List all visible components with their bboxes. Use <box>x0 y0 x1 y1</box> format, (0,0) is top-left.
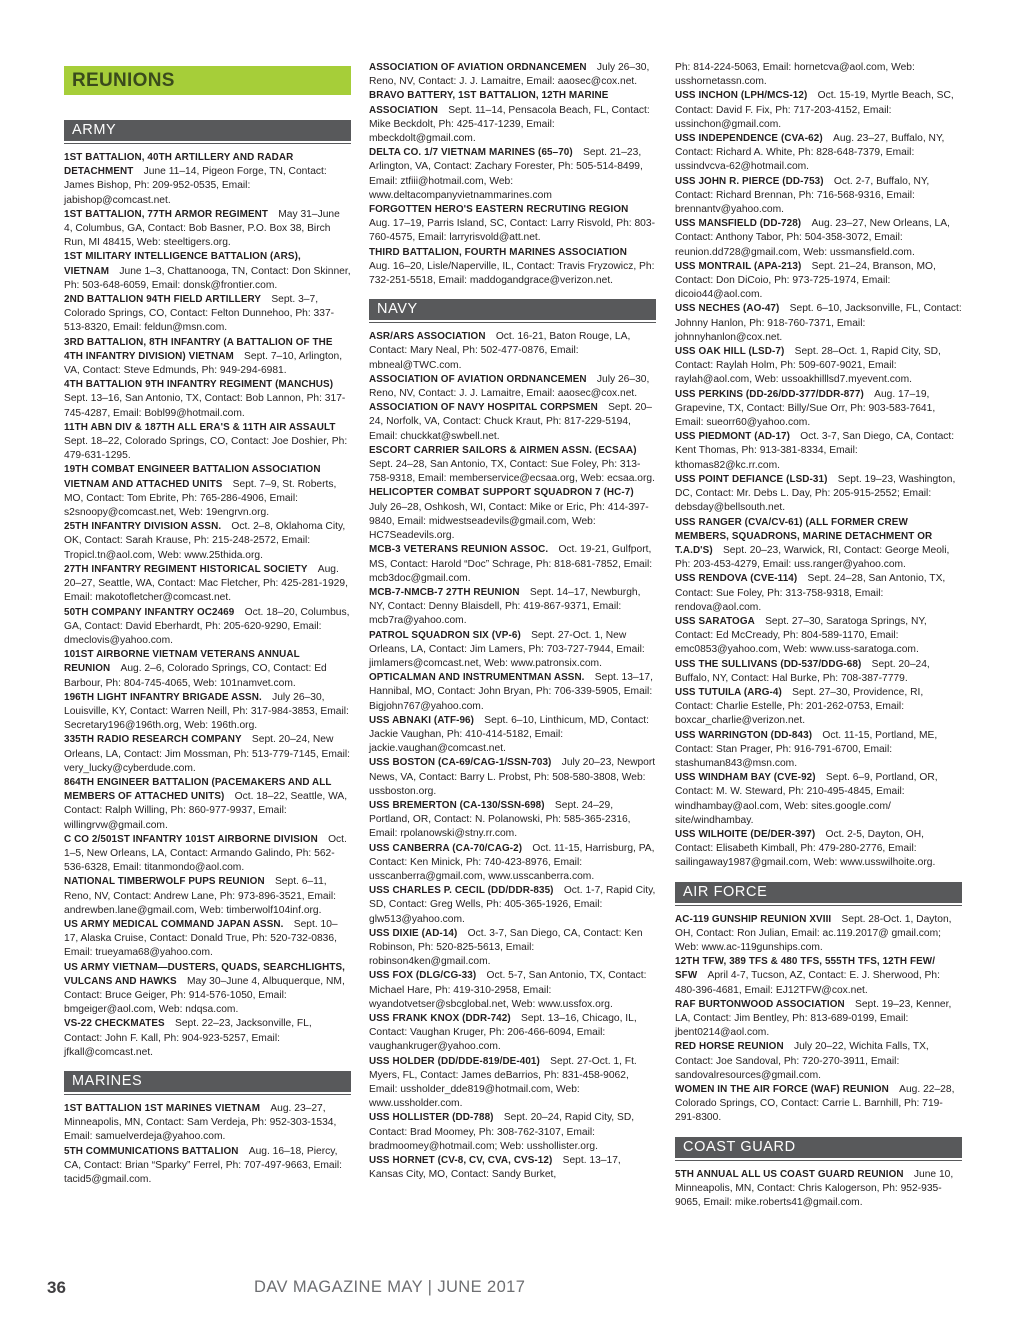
reunion-name: 335TH RADIO RESEARCH COMPANY <box>64 734 242 746</box>
reunion-name: USS BOSTON (CA-69/CAG-1/SSN-703) <box>369 757 552 769</box>
reunion-name: USS HOLDER (DD/DDE-819/DE-401) <box>369 1055 540 1067</box>
reunion-entry <box>64 378 351 421</box>
reunion-entry <box>675 955 962 998</box>
reunion-name: AC-119 GUNSHIP REUNION XVIII <box>675 913 832 925</box>
reunion-details: Sept. 21–23, Arlington, VA, Contact: Zachary Forester, Ph: 505-514-8499, Email: ztfiii@hotmail.com, Web: www.deltacompanyvietnammarines.com <box>369 147 643 201</box>
reunion-details: Aug. 22–28, Colorado Springs, CO, Contact: Carrie L. Barnhill, Ph: 719-291-8300. <box>675 1084 955 1124</box>
reunion-details: Sept. 20–24, Norfolk, VA, Contact: Chuck Kraut, Ph: 817-229-5194, Email: chuckkat@swbell.net. <box>369 402 652 442</box>
reunion-details: Oct. 18–20, Columbus, GA, Contact: David Eberhardt, Ph: 205-620-9290, Email: dmeclovis@yahoo.com. <box>64 606 350 646</box>
reunion-name: USS THE SULLIVANS (DD-537/DDG-68) <box>675 658 862 670</box>
reunion-entry <box>64 463 351 520</box>
reunion-details: Sept. 14–17, Newburgh, NY, Contact: Denny Blaisdell, Ph: 419-867-9371, Email: mcb7ra@yahoo.com. <box>369 586 641 627</box>
reunion-entry <box>675 729 962 772</box>
reunion-name: 3RD BATTALION, 8TH INFANTRY (A BATTALION OF THE 4TH INFANTRY DIVISION) VIETNAM <box>64 336 333 362</box>
reunion-entry <box>675 260 962 303</box>
reunion-entry <box>64 1017 351 1060</box>
reunion-entry <box>675 61 962 89</box>
reunion-name: USS FOX (DLG/CG-33) <box>369 970 477 982</box>
reunion-details: Sept. 19–23, Kenner, LA, Contact: Jim Bentley, Ph: 813-689-0199, Email: jbent0214@aol.com. <box>675 998 952 1039</box>
reunion-details: Sept. 10–17, Alaska Cruise, Contact: Donald True, Ph: 520-732-0836, Email: trueyama68@yahoo.com. <box>64 918 338 959</box>
reunion-name: USS ABNAKI (ATF-96) <box>369 714 475 726</box>
reunion-details: June 1–3, Chattanooga, TN, Contact: Don Skinner, Ph: 503-648-6059, Email: donsk@frontier.com. <box>64 265 351 291</box>
reunion-details: Aug. 23–27, New Orleans, LA, Contact: Anthony Tabor, Ph: 504-358-3072, Email: reunion.dd728@gmail.com, Web: ussmansfield.com. <box>675 218 950 258</box>
reunion-details: Aug. 23–27, Minneapolis, MN, Contact: Sam Verdeja, Ph: 952-303-1534, Email: samuelverdeja@yahoo.com. <box>64 1103 337 1143</box>
reunion-name: USS HORNET (CV-8, CV, CVA, CVS-12) <box>369 1155 553 1167</box>
reunion-name: VS-22 CHECKMATES <box>64 1018 165 1030</box>
reunion-entry <box>64 336 351 379</box>
reunion-details: Sept. 28-Oct. 1, Dayton, OH, Contact: Ron Julian, Email: ac.119.2017@ gmail.com; Web: www.ac-119gunships.com. <box>675 913 952 953</box>
reunion-details: Sept. 6–10, Linthicum, MD, Contact: Jackie Vaughan, Ph: 410-414-5182, Email: jackie.vaughan@comcast.net. <box>369 714 649 755</box>
reunion-entry <box>64 520 351 563</box>
reunion-details: July 20–22, Wichita Falls, TX, Contact: Joe Sandoval, Ph: 720-270-3911, Email: sandovalresources@gmail.com. <box>675 1041 929 1081</box>
reunion-name: 27TH INFANTRY REGIMENT HISTORICAL SOCIETY <box>64 563 308 575</box>
reunion-name: 12TH TFW, 389 TFS & 480 TFS, 555TH TFS, 12TH FEW/ SFW <box>675 956 936 982</box>
reunion-name: RAF BURTONWOOD ASSOCIATION <box>675 998 845 1010</box>
page-number: 36 <box>47 1278 66 1297</box>
reunion-details: July 26–30, Louisville, KY, Contact: Warren Neill, Ph: 317-984-3853, Email: Secretary196@196th.org, Web: 196th.org. <box>64 691 349 732</box>
reunion-entry <box>675 615 962 658</box>
reunion-details: Sept. 13–17, Hannibal, MO, Contact: John Bryan, Ph: 706-339-5905, Email: Bigjohn767@yahoo.com. <box>369 672 653 712</box>
reunion-entry <box>675 828 962 871</box>
reunion-entry <box>675 913 962 956</box>
reunion-details: Sept. 24–28, San Antonio, TX, Contact: Sue Foley, Ph: 313-758-9318, Email: memberservice@ecsaa.org, Web: ecsaa.org. <box>369 459 655 485</box>
reunion-details: Aug. 17–19, Grapevine, TX, Contact: Billy/Sue Orr, Ph: 903-583-7641, Email: sueorr60@yahoo.com. <box>675 388 936 429</box>
reunion-name: 1ST MILITARY INTELLIGENCE BATTALION (ARS), VIETNAM <box>64 251 301 277</box>
section-spacer <box>64 109 351 120</box>
reunion-details: Sept. 24–29, Portland, OR, Contact: N. Polanowski, Ph: 585-365-2316, Email: rpolanowski@stny.rr.com. <box>369 799 631 840</box>
section-spacer <box>64 1060 351 1071</box>
reunion-name: USS INDEPENDENCE (CVA-62) <box>675 133 823 145</box>
reunion-name: 5TH ANNUAL ALL US COAST GUARD REUNION <box>675 1168 904 1180</box>
reunion-entry <box>64 1102 351 1145</box>
reunion-details: Aug. 16–18, Piercy, CA, Contact: Brian “Sparky” Ferrel, Ph: 707-497-9663, Email: tacid5@gmail.com. <box>64 1145 343 1186</box>
column-1 <box>64 60 351 1187</box>
reunion-entry <box>64 606 351 649</box>
reunion-details: Sept. 18–22, Colorado Springs, CO, Contact: Joe Doshier, Ph: 479-631-1295. <box>64 436 348 462</box>
reunion-name: US ARMY MEDICAL COMMAND JAPAN ASSN. <box>64 918 284 930</box>
reunion-entry <box>675 345 962 388</box>
reunion-details: Sept. 24–28, San Antonio, TX, Contact: Sue Foley, Ph: 313-758-9318, Email: rendova@aol.com. <box>675 573 946 613</box>
section-header-army: ARMY <box>64 120 351 141</box>
reunion-entry <box>369 330 656 373</box>
reunion-name: ASSOCIATION OF AVIATION ORDNANCEMEN <box>369 62 587 73</box>
reunion-name: FORGOTTEN HERO'S EASTERN RECRUTING REGION <box>369 204 629 216</box>
reunion-entry <box>369 401 656 444</box>
reunion-entry <box>675 1040 962 1083</box>
reunion-entry <box>369 799 656 842</box>
reunion-details: Sept. 28–Oct. 1, Rapid City, SD, Contact: Raylah Holm, Ph: 509-607-9021, Email: raylah@aol.com, Web: ussoakhilllsd7.myevent.com. <box>675 346 941 386</box>
reunion-name: USS JOHN R. PIERCE (DD-753) <box>675 175 824 187</box>
reunion-details: Sept. 6–10, Jacksonville, FL, Contact: Johnny Hanlon, Ph: 918-760-7371, Email: johnnyhanlon@cox.net. <box>675 303 962 343</box>
reunion-entry <box>369 1012 656 1055</box>
reunion-details: Oct. 2–8, Oklahoma City, OK, Contact: Sarah Krause, Ph: 215-248-2572, Email: Tropicl.tn@aol.com, Web: www.25thida.org. <box>64 521 346 561</box>
reunion-entry <box>369 543 656 586</box>
reunion-entry <box>675 302 962 345</box>
reunion-entry <box>369 486 656 543</box>
reunion-name: ASSOCIATION OF NAVY HOSPITAL CORPSMEN <box>369 402 598 414</box>
section-header-navy: NAVY <box>369 299 656 320</box>
reunion-name: USS DIXIE (AD-14) <box>369 927 458 939</box>
reunion-name: HELICOPTER COMBAT SUPPORT SQUADRON 7 (HC-7) <box>369 487 634 499</box>
reunion-details: Oct. 2-5, Dayton, OH, Contact: Elisabeth Kimball, Ph: 479-280-2776, Email: sailingaway1987@gmail.com, Web: www.usswilhoite.org. <box>675 828 936 869</box>
reunion-entry <box>369 714 656 757</box>
magazine-issue: DAV MAGAZINE MAY | JUNE 2017 <box>254 1278 526 1296</box>
reunion-name: THIRD BATTALION, FOURTH MARINES ASSOCIATION <box>369 246 627 258</box>
reunion-name: 4TH BATTALION 9TH INFANTRY REGIMENT (MANCHUS) <box>64 379 334 391</box>
reunion-name: 25TH INFANTRY DIVISION ASSN. <box>64 521 222 533</box>
section-spacer <box>675 871 962 882</box>
reunion-details: Oct. 18–22, Seattle, WA, Contact: Ralph Willing, Ph: 860-977-9937, Email: willingrvw@gmail.com. <box>64 791 348 831</box>
reunion-details: Oct. 2-7, Buffalo, NY, Contact: Richard Brennan, Ph: 716-568-9316, Email: brennantv@yahoo.com. <box>675 175 930 216</box>
reunion-name: USS MANSFIELD (DD-728) <box>675 218 802 230</box>
reunion-entry <box>675 89 962 132</box>
reunion-entry <box>369 61 656 89</box>
reunion-entry <box>369 884 656 927</box>
reunion-name: 50TH COMPANY INFANTRY OC2469 <box>64 606 235 618</box>
reunion-name: USS RENDOVA (CVE-114) <box>675 573 798 585</box>
reunion-entry <box>64 733 351 776</box>
reunion-name: USS FRANK KNOX (DDR-742) <box>369 1013 511 1024</box>
reunion-details: June 10, Minneapolis, MN, Contact: Chris Kalogerson, Ph: 952-935-9065, Email: mike.roberts41@gmail.com. <box>675 1168 954 1209</box>
reunion-name: 19TH COMBAT ENGINEER BATTALION ASSOCIATION VIETNAM AND ATTACHED UNITS <box>64 464 321 490</box>
reunion-entry <box>64 563 351 606</box>
reunion-details: Aug. 16–20, Lisle/Naperville, IL, Contact: Travis Fryzowicz, Ph: 732-251-5518, Email: maddogandgrace@verizon.net. <box>369 260 655 287</box>
reunion-entry <box>675 1168 962 1211</box>
reunion-name: PATROL SQUADRON SIX (VP-6) <box>369 629 521 641</box>
reunion-details: Sept. 13–17, Kansas City, MO, Contact: Sandy Burket, <box>369 1155 621 1181</box>
reunion-name: USS OAK HILL (LSD-7) <box>675 346 785 358</box>
reunion-entry <box>369 89 656 146</box>
reunion-entry <box>64 293 351 336</box>
reunion-details: May 31–June 4, Columbus, GA, Contact: Bob Basner, P.O. Box 38, Birch Run, MI 48415, Web: steeltigers.org. <box>64 208 340 249</box>
section-header-air-force: AIR FORCE <box>675 882 962 903</box>
reunion-details: Sept. 21–24, Branson, MO, Contact: Don DiCoio, Ph: 973-725-1974, Email: dicoio44@aol.com. <box>675 260 936 301</box>
reunion-name: USS HOLLISTER (DD-788) <box>369 1112 494 1124</box>
reunion-name: USS WINDHAM BAY (CVE-92) <box>675 772 816 784</box>
reunion-entry <box>64 250 351 293</box>
reunion-entry <box>369 1154 656 1182</box>
reunion-details: Sept. 7–9, St. Roberts, MO, Contact: Tom Ebrite, Ph: 765-286-4906, Email: s2snoopy@comcast.net, Web: 19engrvn.org. <box>64 478 337 519</box>
reunion-name: USS MONTRAIL (APA-213) <box>675 260 802 272</box>
reunion-name: WOMEN IN THE AIR FORCE (WAF) REUNION <box>675 1084 889 1096</box>
reunion-entry <box>369 1055 656 1112</box>
reunion-details: Sept. 3–7, Colorado Springs, CO, Contact: Felton Dunnehoo, Ph: 337-513-8320, Email: feldun@msn.com. <box>64 294 335 334</box>
reunion-entry <box>64 648 351 691</box>
reunion-entry <box>64 918 351 961</box>
reunion-entry <box>675 771 962 828</box>
reunion-name: USS PIEDMONT (AD-17) <box>675 431 791 443</box>
reunion-name: 11TH ABN DIV & 187TH ALL ERA'S & 11TH AIR ASSAULT <box>64 421 336 433</box>
reunion-entry <box>369 146 656 203</box>
reunion-entry <box>369 586 656 629</box>
reunion-name: NATIONAL TIMBERWOLF PUPS REUNION <box>64 876 265 888</box>
reunion-details: April 4-7, Tucson, AZ, Contact: E. J. Sherwood, Ph: 480-396-4681, Email: EJ12TFW@cox.net. <box>675 970 940 996</box>
section-spacer <box>675 1126 962 1137</box>
reunion-details: Sept. 27-Oct. 1, New Orleans, LA, Contact: Jim Lamers, Ph: 703-727-7944, Email: jimlamers@comcast.net, Web: www.patronsix.com. <box>369 629 645 669</box>
reunion-name: DELTA CO. 1/7 VIETNAM MARINES (65–70) <box>369 147 573 159</box>
reunion-details: Oct. 16-21, Baton Rouge, LA, Contact: Mary Neal, Ph: 502-477-0876, Email: mbneal@TWC.com. <box>369 331 631 371</box>
reunion-entry <box>675 572 962 615</box>
reunion-entry <box>369 444 656 487</box>
reunion-name: ASSOCIATION OF AVIATION ORDNANCEMEN <box>369 373 587 385</box>
reunion-name: C CO 2/501ST INFANTRY 101ST AIRBORNE DIVISION <box>64 833 318 845</box>
reunion-details: Oct. 11-15, Harrisburg, PA, Contact: Ken Minick, Ph: 740-423-8976, Email: usscanberra@gmail.com, www.usscanberra.com. <box>369 842 655 882</box>
reunion-details: Sept. 27-Oct. 1, Ft. Myers, FL, Contact: James deBarrios, Ph: 831-458-9062, Email: ussholder_dde819@hotmail.com, Web: www.ussholder.com. <box>369 1055 637 1110</box>
reunion-entry <box>675 388 962 431</box>
reunion-entry <box>369 1111 656 1154</box>
reunion-details: Sept. 6–9, Portland, OR, Contact: M. W. Steward, Ph: 210-495-4845, Email: windhambay@aol.com, Web: sites.google.com/ site/windhambay. <box>675 772 938 826</box>
reunion-entry <box>64 151 351 208</box>
reunion-name: USS RANGER (CVA/CV-61) (ALL FORMER CREW MEMBERS, SQUADRONS, MARINE DETACHMENT OR T.A.D'S) <box>675 516 933 556</box>
reunion-name: 1ST BATTALION 1ST MARINES VIETNAM <box>64 1103 261 1114</box>
reunion-name: MCB-7-NMCB-7 27TH REUNION <box>369 586 520 598</box>
reunion-details: Oct. 3-7, San Diego, CA, Contact: Kent Thomas, Ph: 913-381-8334, Email: kthomas82@kc.rr.com. <box>675 431 955 471</box>
section-title: REUNIONS <box>64 66 351 95</box>
reunion-name: USS CANBERRA (CA-70/CAG-2) <box>369 842 523 854</box>
reunion-name: ASR/ARS ASSOCIATION <box>369 331 486 343</box>
reunion-entry <box>369 629 656 672</box>
reunion-name: 5TH COMMUNICATIONS BATTALION <box>64 1145 239 1157</box>
reunion-details: Aug. 17–19, Parris Island, SC, Contact: Larry Risvold, Ph: 803-760-4575, Email: larryrisvold@att.net. <box>369 218 655 244</box>
section-header-coast-guard: COAST GUARD <box>675 1137 962 1158</box>
reunion-entry <box>64 776 351 833</box>
reunion-entry <box>64 1145 351 1188</box>
reunion-details: July 26–30, Reno, NV, Contact: J. J. Lamaitre, Email: aaosec@cox.net. <box>369 373 650 400</box>
reunion-details: May 30–June 4, Albuquerque, NM, Contact: Bruce Geiger, Ph: 914-576-1050, Email: bmgeiger@aol.com, Web: ndqsa.com. <box>64 975 345 1016</box>
reunion-entry <box>675 175 962 218</box>
reunion-entry <box>369 203 656 246</box>
reunion-name: BRAVO BATTERY, 1ST BATTALION, 12TH MARINE ASSOCIATION <box>369 90 609 116</box>
reunion-details: Aug. 23–27, Buffalo, NY, Contact: Richard A. White, Ph: 828-648-7379, Email: ussindvcva-62@hotmail.com. <box>675 133 945 173</box>
reunion-name: USS WARRINGTON (DD-843) <box>675 729 813 741</box>
reunion-entry <box>675 217 962 260</box>
reunion-name: 196TH LIGHT INFANTRY BRIGADE ASSN. <box>64 691 262 703</box>
reunion-entry <box>369 927 656 970</box>
reunion-details: Oct. 15-19, Myrtle Beach, SC, Contact: David F. Fix, Ph: 717-203-4152, Email: ussinchon@gmail.com. <box>675 90 954 130</box>
reunion-name: USS NECHES (AO-47) <box>675 303 780 315</box>
reunion-details: July 26–28, Oshkosh, WI, Contact: Mike or Eric, Ph: 414-397-9840, Email: midwestseadevils@gmail.com, Web: HC7Seadevils.org. <box>369 501 649 542</box>
reunion-entry <box>675 132 962 175</box>
reunion-entry <box>369 671 656 714</box>
reunion-details: Oct. 11-15, Portland, ME, Contact: Stan Prager, Ph: 916-791-6700, Email: stashuman843@msn.com. <box>675 729 938 769</box>
reunion-details: Sept. 20–23, Warwick, RI, Contact: George Meoli, Ph: 203-453-4279, Email: uss.ranger@yahoo.com. <box>675 544 950 571</box>
reunion-details: June 11–14, Pigeon Forge, TN, Contact: James Bishop, Ph: 209-952-0535, Email: jabishop@comcast.net. <box>64 166 327 206</box>
column-3 <box>675 61 962 1210</box>
reunion-entry <box>369 842 656 885</box>
reunion-name: USS CHARLES P. CECIL (DD/DDR-835) <box>369 885 554 897</box>
reunion-name: 2ND BATTALION 94TH FIELD ARTILLERY <box>64 294 262 306</box>
reunion-name: USS INCHON (LPH/MCS-12) <box>675 90 808 102</box>
reunion-name: USS WILHOITE (DE/DER-397) <box>675 828 816 840</box>
reunion-entry <box>64 961 351 1018</box>
column-2 <box>369 61 656 1182</box>
reunion-details: Sept. 20–24, New Orleans, LA, Contact: Jim Mossman, Ph: 513-779-7145, Email: very_lucky@cyberdude.com. <box>64 734 350 774</box>
reunion-name: US ARMY VIETNAM—DUSTERS, QUADS, SEARCHLIGHTS, VULCANS AND HAWKS <box>64 961 346 987</box>
reunion-name: RED HORSE REUNION <box>675 1041 784 1053</box>
reunion-entry <box>64 421 351 464</box>
reunion-details: Sept. 13–16, Chicago, IL, Contact: Vaughan Kruger, Ph: 206-466-6094, Email: vaughankruger@yahoo.com. <box>369 1013 637 1053</box>
reunion-name: ESCORT CARRIER SAILORS & AIRMEN ASSN. (ECSAA) <box>369 444 637 456</box>
reunion-details: Sept. 6–11, Reno, NV, Contact: Andrew Lane, Ph: 973-896-3521, Email: andrewben.lane@gmail.com, Web: timberwolf104inf.org. <box>64 876 336 916</box>
reunion-details: Aug. 2–6, Colorado Springs, CO, Contact: Ed Barbour, Ph: 804-745-4065, Web: 101namvet.com. <box>64 663 327 689</box>
reunion-name: MCB-3 VETERANS REUNION ASSOC. <box>369 544 549 556</box>
reunion-entry <box>64 691 351 734</box>
reunion-details: Sept. 27–30, Saratoga Springs, NY, Contact: Ed McCready, Ph: 804-589-1170, Email: emc0853@yahoo.com, Web: www.uss-saratoga.com. <box>675 615 927 656</box>
reunion-name: 864TH ENGINEER BATTALION (PACEMAKERS AND ALL MEMBERS OF ATTACHED UNITS) <box>64 776 332 803</box>
reunion-details: Oct. 1-7, Rapid City, SD, Contact: Greg Wells, Ph: 405-365-1926, Email: glw513@yahoo.com. <box>369 885 656 925</box>
reunion-entry <box>369 756 656 799</box>
reunion-details: July 26–30, Reno, NV, Contact: J. J. Lamaitre, Email: aaosec@cox.net. <box>369 62 650 88</box>
reunion-details: Sept. 20–24, Buffalo, NY, Contact: Hal Burke, Ph: 708-387-7779. <box>675 658 930 684</box>
reunion-name: OPTICALMAN AND INSTRUMENTMAN ASSN. <box>369 672 585 684</box>
reunion-details: Sept. 11–14, Pensacola Beach, FL, Contact: Mike Beckdolt, Ph: 425-417-1239, Email: mbeckdolt@gmail.com. <box>369 104 650 145</box>
reunion-details: Sept. 27–30, Providence, RI, Contact: Charlie Estelle, Ph: 201-262-0753, Email: boxcar_charlie@verizon.net. <box>675 686 924 727</box>
section-spacer <box>369 288 656 299</box>
reunion-details: Oct. 19-21, Gulfport, MS, Contact: Harold “Doc” Schrage, Ph: 818-681-7852, Email: mcb3doc@gmail.com. <box>369 544 653 584</box>
reunion-details: Oct. 5-7, San Antonio, TX, Contact: Michael Hare, Ph: 419-310-2958, Email: wyandotvetser@sbcglobal.net, Web: www.ussfox.org. <box>369 970 647 1010</box>
reunion-name: 1ST BATTALION, 40TH ARTILLERY AND RADAR DETACHMENT <box>64 152 294 178</box>
reunion-name: USS BREMERTON (CA-130/SSN-698) <box>369 799 545 811</box>
reunion-details: Aug. 20–27, Seattle, WA, Contact: Mac Fletcher, Ph: 425-281-1929, Email: makotofletcher@comcast.net. <box>64 563 348 604</box>
reunion-entry <box>369 373 656 401</box>
reunion-name: 1ST BATTALION, 77TH ARMOR REGIMENT <box>64 208 269 220</box>
page-footer <box>0 1278 1024 1304</box>
reunion-entry <box>675 473 962 516</box>
reunion-entry <box>675 998 962 1041</box>
reunion-entry <box>675 658 962 686</box>
reunion-details: Sept. 22–23, Jacksonville, FL, Contact: John F. Kall, Ph: 904-923-5257, Email: jfkall@comcast.net. <box>64 1018 312 1058</box>
reunion-entry <box>64 208 351 251</box>
reunion-name: USS POINT DEFIANCE (LSD-31) <box>675 473 828 485</box>
reunion-details: Sept. 7–10, Arlington, VA, Contact: Steve Edmunds, Ph: 949-294-6981. <box>64 350 343 377</box>
reunion-entry <box>675 516 962 573</box>
reunion-name: USS PERKINS (DD-26/DD-377/DDR-877) <box>675 388 864 400</box>
reunion-entry <box>675 1083 962 1126</box>
reunion-entry <box>675 430 962 473</box>
reunion-entry <box>675 686 962 729</box>
reunion-entry <box>369 969 656 1012</box>
reunion-name: USS SARATOGA <box>675 615 755 627</box>
reunion-details: Oct. 3-7, San Diego, CA, Contact: Ken Robinson, Ph: 520-825-5613, Email: robinson4ken@gmail.com. <box>369 927 643 968</box>
reunion-details: Oct. 1–5, New Orleans, LA, Contact: Armando Galindo, Ph: 562-536-6328, Email: titanmondo@aol.com. <box>64 833 347 874</box>
reunion-details: Sept. 13–16, San Antonio, TX, Contact: Bob Lannon, Ph: 317-745-4287, Email: Bobl99@hotmail.com. <box>64 393 346 419</box>
reunion-details: Sept. 20–24, Rapid City, SD, Contact: Brad Moomey, Ph: 308-762-3107, Email: bradmoomey@hotmail.com; Web: usshollister.org. <box>369 1112 635 1152</box>
reunion-name: 101ST AIRBORNE VIETNAM VETERANS ANNUAL REUNION <box>64 649 300 675</box>
section-header-marines: MARINES <box>64 1071 351 1092</box>
reunion-details: July 20–23, Newport News, VA, Contact: Barry L. Probst, Ph: 508-580-3808, Web: ussboston.org. <box>369 757 656 797</box>
reunion-entry <box>64 833 351 876</box>
reunion-details: Sept. 19–23, Washington, DC, Contact: Mr. Debs L. Day, Ph: 205-915-2552; Email: debsday@bellsouth.net. <box>675 473 956 514</box>
reunion-entry <box>369 246 656 289</box>
reunion-details: Ph: 814-224-5063, Email: hornetcva@aol.com, Web: usshornetassn.com. <box>675 62 915 88</box>
reunion-name: USS TUTUILA (ARG-4) <box>675 686 782 698</box>
reunion-entry <box>64 875 351 918</box>
